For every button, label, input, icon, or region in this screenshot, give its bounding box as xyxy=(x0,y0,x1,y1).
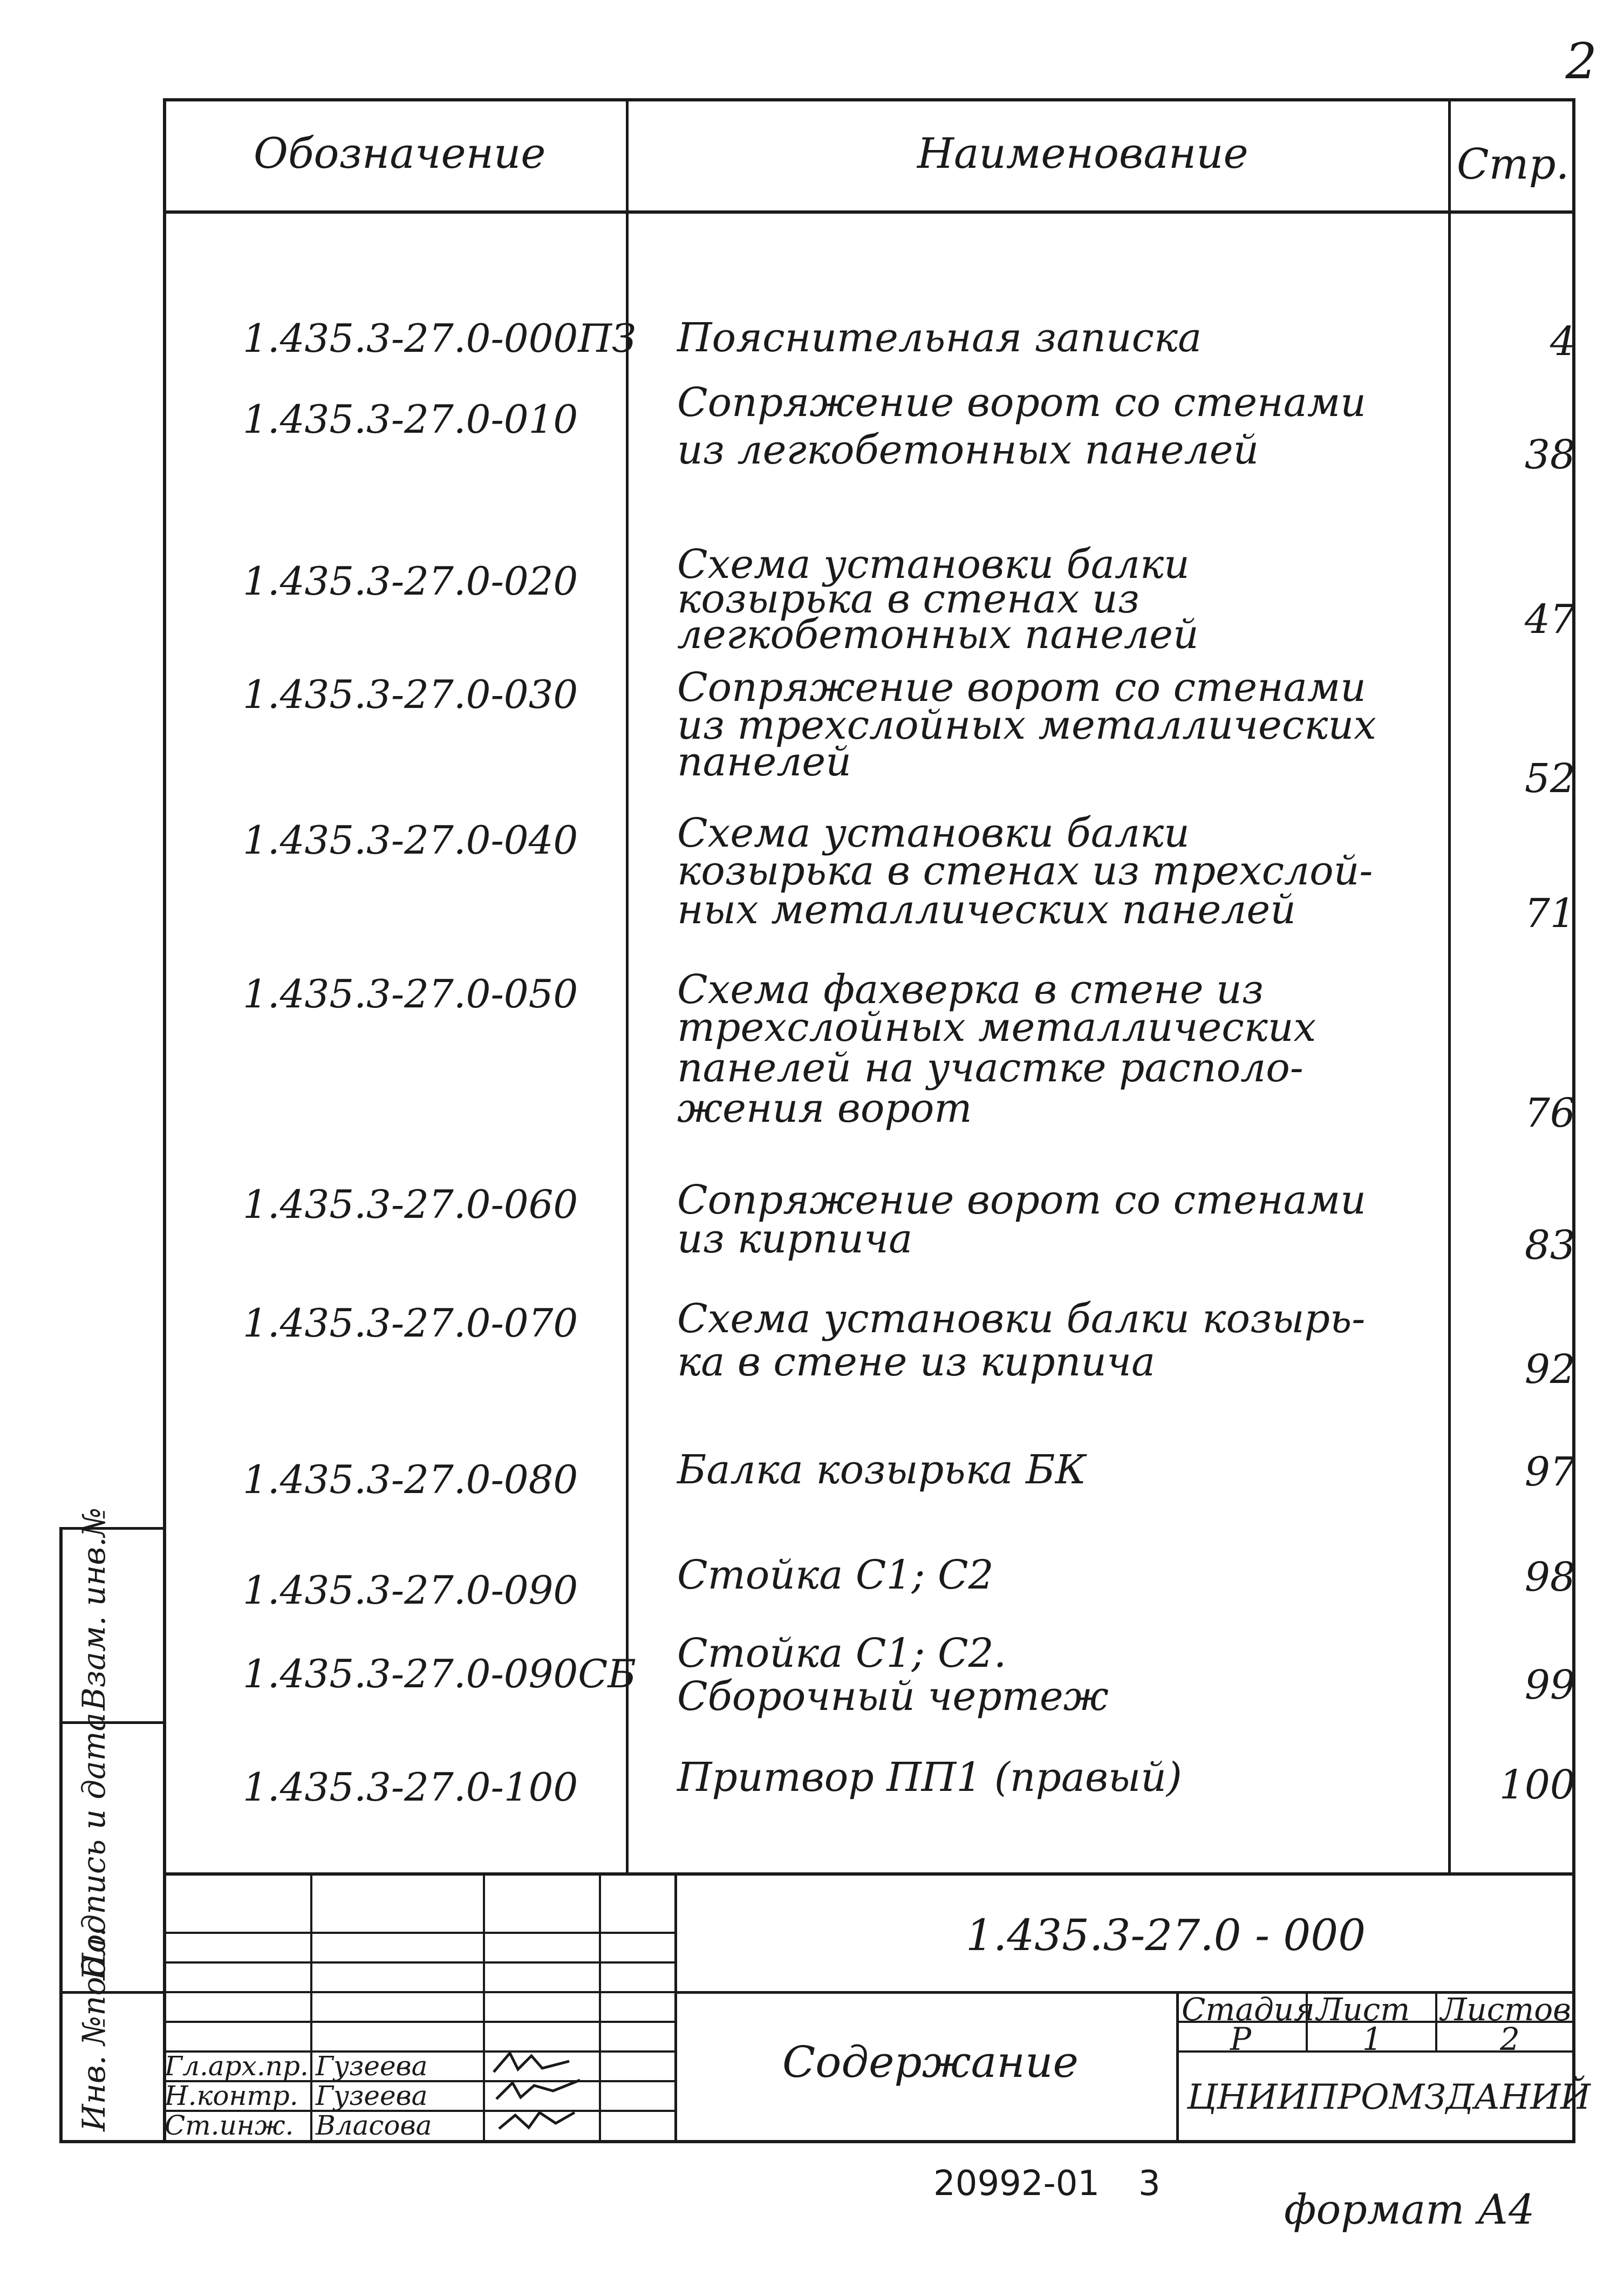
side-label-replace-inv: Взам. инв.№ xyxy=(76,1507,112,1710)
row-title-line: Балка козырька БК xyxy=(677,1447,1086,1493)
header-designation: Обозначение xyxy=(254,130,546,178)
row-title-line: из кирпича xyxy=(677,1216,913,1262)
row-title-line: Схема установки балки козырь- xyxy=(677,1296,1366,1342)
sheets-value: 2 xyxy=(1500,2021,1520,2057)
row-code: 1.435.3-27.0-010 xyxy=(243,397,578,442)
row-title-line: Сопряжение ворот со стенами xyxy=(677,664,1366,711)
row-page: 47 xyxy=(1524,596,1575,643)
header-name: Наименование xyxy=(917,130,1248,178)
row-page: 97 xyxy=(1524,1449,1575,1495)
row-title-line: ных металлических панелей xyxy=(677,887,1296,933)
row-code: 1.435.3-27.0-050 xyxy=(243,971,578,1017)
sheet-title: Содержание xyxy=(782,2037,1079,2087)
stage-value: Р xyxy=(1230,2021,1252,2057)
side-label-signature-date: Подпись и дата xyxy=(76,1712,112,1980)
signature-scribble-icon xyxy=(488,2048,596,2139)
row-page: 76 xyxy=(1524,1090,1575,1136)
row-code: 1.435.3-27.0-070 xyxy=(243,1300,578,1346)
row-code: 1.435.3-27.0-090 xyxy=(243,1567,578,1613)
row-title-line: козырька в стенах из трехслой- xyxy=(677,848,1373,894)
signature-name: Гузеева xyxy=(316,2050,428,2082)
row-title-line: Сопряжение ворот со стенами xyxy=(677,1177,1366,1223)
row-title-line: легкобетонных панелей xyxy=(677,611,1199,658)
row-code: 1.435.3-27.0-020 xyxy=(243,558,578,604)
row-title-line: ка в стене из кирпича xyxy=(677,1339,1156,1385)
row-code: 1.435.3-27.0-030 xyxy=(243,672,578,717)
row-title-line: Притвор ПП1 (правый) xyxy=(677,1754,1182,1801)
row-code: 1.435.3-27.0-060 xyxy=(243,1182,578,1227)
row-title-line: Сопряжение ворот со стенами xyxy=(677,379,1366,426)
side-label-inv-no: Инв. №подл. xyxy=(76,1927,112,2131)
signature-role: Н.контр. xyxy=(165,2080,298,2111)
row-title-line: Пояснительная записка xyxy=(677,315,1202,361)
archive-number: 20992-01 xyxy=(933,2164,1100,2204)
row-title-line: Стойка С1; С2. xyxy=(677,1630,1007,1676)
signature-role: Гл.арх.пр. xyxy=(165,2050,309,2082)
row-page: 83 xyxy=(1524,1222,1575,1269)
row-code: 1.435.3-27.0-090СБ xyxy=(243,1651,637,1696)
row-title-line: Сборочный чертеж xyxy=(677,1673,1109,1720)
sheet-value: 1 xyxy=(1362,2021,1382,2057)
row-page: 92 xyxy=(1524,1346,1575,1393)
row-page: 4 xyxy=(1550,318,1575,365)
sheets-label: Листов xyxy=(1441,1991,1571,2028)
row-code: 1.435.3-27.0-100 xyxy=(243,1764,578,1810)
row-title-line: Схема установки балки xyxy=(677,541,1190,588)
format-label: формат А4 xyxy=(1284,2185,1535,2233)
row-title-line: из легкобетонных панелей xyxy=(677,427,1259,473)
stage-label: Стадия xyxy=(1182,1991,1315,2028)
sheet-label: Лист xyxy=(1316,1991,1410,2028)
signature-role: Ст.инж. xyxy=(165,2110,294,2141)
row-title-line: трехслойных металлических xyxy=(677,1004,1316,1051)
row-title-line: панелей xyxy=(677,739,851,785)
signature-name: Гузеева xyxy=(316,2080,428,2111)
row-page: 100 xyxy=(1499,1762,1575,1808)
signature-name: Власова xyxy=(316,2110,432,2141)
row-code: 1.435.3-27.0-080 xyxy=(243,1457,578,1502)
row-page: 38 xyxy=(1524,432,1575,478)
row-page: 71 xyxy=(1524,890,1575,937)
row-code: 1.435.3-27.0-040 xyxy=(243,817,578,863)
row-title-line: Схема установки балки xyxy=(677,810,1190,856)
row-title-line: жения ворот xyxy=(677,1085,972,1132)
row-page: 98 xyxy=(1524,1554,1575,1600)
row-title-line: Схема фахверка в стене из xyxy=(677,966,1264,1013)
row-code: 1.435.3-27.0-000ПЗ xyxy=(243,316,636,361)
row-title-line: панелей на участке располо- xyxy=(677,1045,1304,1091)
row-title-line: Стойка С1; С2 xyxy=(677,1552,994,1598)
archive-sheet: 3 xyxy=(1138,2164,1161,2204)
sheet-number: 2 xyxy=(1565,32,1597,90)
row-page: 99 xyxy=(1524,1662,1575,1708)
row-page: 52 xyxy=(1524,755,1575,802)
document-code: 1.435.3-27.0 - 000 xyxy=(966,1910,1366,1960)
row-title-line: из трехслойных металлических xyxy=(677,702,1376,748)
organization: ЦНИИПРОМЗДАНИЙ xyxy=(1187,2077,1591,2117)
row-title-line: козырька в стенах из xyxy=(677,576,1139,622)
header-page: Стр. xyxy=(1457,140,1570,189)
